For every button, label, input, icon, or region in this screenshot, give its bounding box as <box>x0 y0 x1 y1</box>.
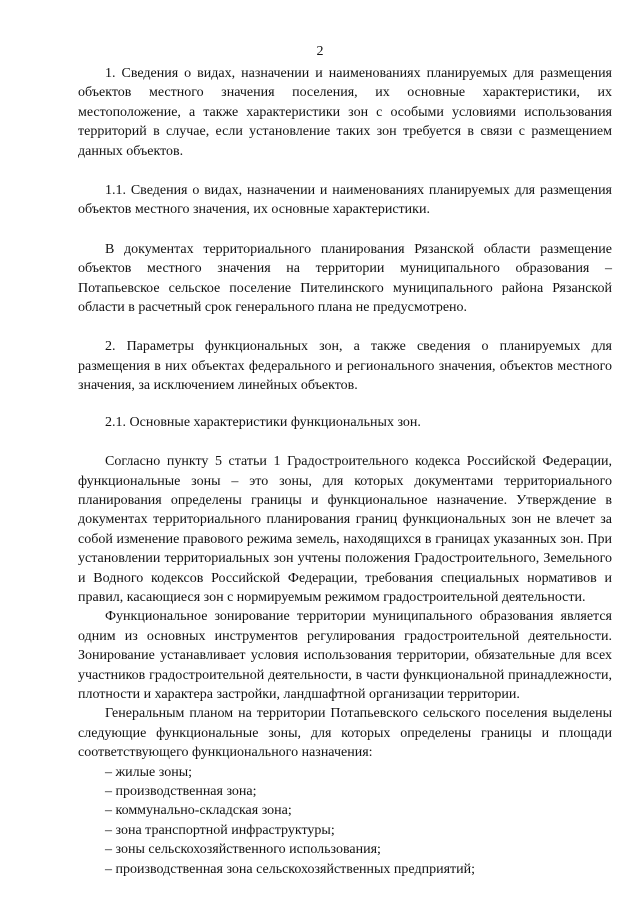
list-item: – производственная зона сельскохозяйственных предприятий; <box>105 861 475 877</box>
section-1-1-heading: 1.1. Сведения о видах, назначении и наименованиях планируемых для размещения объектов местного значения, их основные характеристики. <box>78 183 612 218</box>
section-2-1-heading: 2.1. Основные характеристики функциональных зон. <box>105 414 421 430</box>
document-body <box>78 64 612 879</box>
zoning-paragraph: Функциональное зонирование территории муниципального образования является одним из основных инструментов регулирования градостроительной деятельности. Зонирование устанавливает условия использования территории, обязательные для всех участников градостроительной деятельности, в части функциональной принадлежности, плотности и характера застройки, ландшафтной организации территории. <box>78 609 612 702</box>
list-item: – зоны сельскохозяйственного использования; <box>105 842 381 858</box>
page-number: 2 <box>316 44 324 59</box>
zones-list <box>78 763 612 879</box>
list-item: – производственная зона; <box>105 784 257 799</box>
section-1-heading: 1. Сведения о видах, назначении и наименованиях планируемых для размещения объектов местного значения поселения, их основные характеристики, их местоположение, а также характеристики зон с особыми условиями использования территорий в случае, если установление таких зон требуется в связи с размещением данных объектов. <box>78 66 612 159</box>
list-item: – жилые зоны; <box>105 764 193 780</box>
plan-paragraph: Генеральным планом на территории Потапьевского сельского поселения выделены следующие функциональные зоны, для которых определены границы и площади соответствующего функционального назначения: <box>78 706 612 761</box>
code-paragraph: Согласно пункту 5 статьи 1 Градостроительного кодекса Российской Федерации, функциональные зоны – это зоны, для которых документами территориального планирования определены границы и функциональное назначение. Утверждение в документах территориального планирования границ функциональных зон не влечет за собой изменение правового режима земель, находящихся в границах указанных зон. При установлении территориальных зон учтены положения Градостроительного, Земельного и Водного кодексов Российской Федерации, требования специальных нормативов и правил, касающиеся зон с нормируемым режимом градостроительной деятельности. <box>78 454 612 605</box>
documents-paragraph: В документах территориального планирования Рязанской области размещение объектов местного значения на территории муниципального образования – Потапьевское сельское поселение Пителинского муниципального района Рязанской области в расчетный срок генерального плана не предусмотрено. <box>78 241 612 316</box>
list-item: – коммунально-складская зона; <box>105 803 292 819</box>
list-item: – зона транспортной инфраструктуры; <box>105 822 335 838</box>
section-2-heading: 2. Параметры функциональных зон, а также сведения о планируемых для размещения в них объектах федерального и регионального значения, объектов местного значения, за исключением линейных объектов. <box>78 339 612 394</box>
